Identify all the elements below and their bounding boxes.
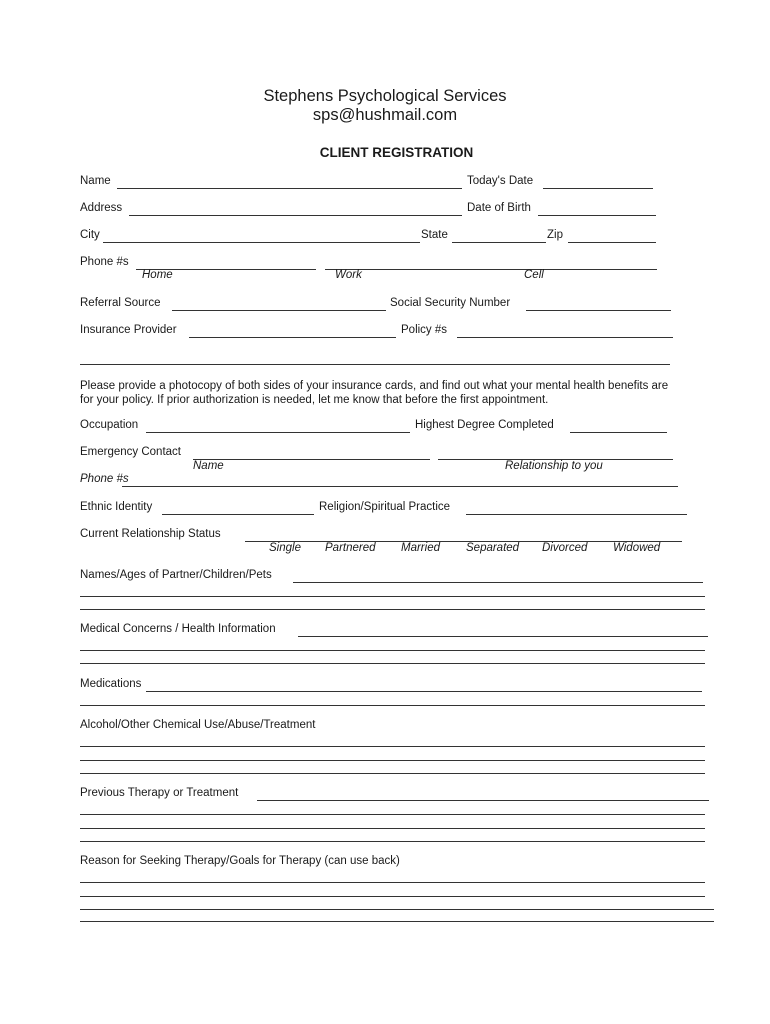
status-married[interactable]: Married — [401, 542, 440, 554]
alcohol-label: Alcohol/Other Chemical Use/Abuse/Treatment — [80, 719, 316, 731]
referral-field[interactable] — [172, 310, 386, 311]
names-ages-label: Names/Ages of Partner/Children/Pets — [80, 569, 272, 581]
state-label: State — [421, 229, 448, 241]
reason-line-3[interactable] — [80, 909, 714, 910]
referral-label: Referral Source — [80, 297, 161, 309]
home-label: Home — [142, 269, 173, 281]
status-separated[interactable]: Separated — [466, 542, 520, 554]
city-field[interactable] — [103, 242, 420, 243]
extra-line[interactable] — [80, 364, 670, 365]
names-ages-line-3[interactable] — [80, 609, 705, 610]
work-label: Work — [335, 269, 362, 281]
status-single[interactable]: Single — [269, 542, 301, 554]
insurance-label: Insurance Provider — [80, 324, 177, 336]
status-widowed[interactable]: Widowed — [613, 542, 661, 554]
ethnic-label: Ethnic Identity — [80, 501, 153, 513]
ec-phone-field[interactable] — [122, 486, 678, 487]
medical-line-2[interactable] — [80, 650, 705, 651]
previous-therapy-line-2[interactable] — [80, 814, 705, 815]
insurance-field[interactable] — [189, 337, 396, 338]
policy-field[interactable] — [457, 337, 673, 338]
religion-label: Religion/Spiritual Practice — [319, 501, 451, 513]
city-label: City — [80, 229, 100, 241]
state-field[interactable] — [452, 242, 546, 243]
reason-line-1[interactable] — [80, 882, 705, 883]
address-label: Address — [80, 202, 123, 214]
medications-field[interactable] — [146, 691, 702, 692]
reason-line-2[interactable] — [80, 896, 705, 897]
address-field[interactable] — [129, 215, 462, 216]
ec-name-field[interactable] — [193, 459, 430, 460]
medications-line-2[interactable] — [80, 705, 705, 706]
ec-phone-label: Phone #s — [80, 473, 129, 485]
policy-label: Policy #s — [401, 324, 448, 336]
dob-field[interactable] — [538, 215, 656, 216]
alcohol-line-1[interactable] — [80, 746, 705, 747]
alcohol-line-3[interactable] — [80, 773, 705, 774]
relationship-status-label: Current Relationship Status — [80, 528, 221, 540]
degree-label: Highest Degree Completed — [415, 419, 554, 431]
cell-label: Cell — [524, 269, 544, 281]
previous-therapy-line-3[interactable] — [80, 828, 705, 829]
ethnic-field[interactable] — [162, 514, 314, 515]
religion-field[interactable] — [466, 514, 687, 515]
emergency-label: Emergency Contact — [80, 446, 181, 458]
ssn-label: Social Security Number — [390, 297, 511, 309]
practice-email: sps@hushmail.com — [312, 106, 458, 124]
occupation-label: Occupation — [80, 419, 139, 431]
phone-label: Phone #s — [80, 256, 129, 268]
status-divorced[interactable]: Divorced — [542, 542, 588, 554]
name-field[interactable] — [117, 188, 462, 189]
names-ages-field[interactable] — [293, 582, 703, 583]
ec-name-caption: Name — [193, 460, 224, 472]
occupation-field[interactable] — [146, 432, 410, 433]
names-ages-line-2[interactable] — [80, 596, 705, 597]
dob-label: Date of Birth — [467, 202, 531, 214]
zip-label: Zip — [547, 229, 563, 241]
form-title: CLIENT REGISTRATION — [319, 145, 474, 160]
name-label: Name — [80, 175, 111, 187]
zip-field[interactable] — [568, 242, 656, 243]
medical-line-3[interactable] — [80, 663, 705, 664]
work-cell-phone-field[interactable] — [325, 269, 657, 270]
medical-label: Medical Concerns / Health Information — [80, 623, 276, 635]
todays-date-field[interactable] — [543, 188, 653, 189]
ec-relationship-caption: Relationship to you — [505, 460, 603, 472]
reason-label: Reason for Seeking Therapy/Goals for Therapy (can use back) — [80, 855, 400, 867]
previous-therapy-field[interactable] — [257, 800, 709, 801]
degree-field[interactable] — [570, 432, 667, 433]
medical-field[interactable] — [298, 636, 708, 637]
reason-line-4[interactable] — [80, 921, 714, 922]
medications-label: Medications — [80, 678, 142, 690]
practice-name: Stephens Psychological Services — [263, 87, 507, 105]
previous-therapy-line-4[interactable] — [80, 841, 705, 842]
previous-therapy-label: Previous Therapy or Treatment — [80, 787, 239, 799]
todays-date-label: Today's Date — [467, 175, 534, 187]
alcohol-line-2[interactable] — [80, 760, 705, 761]
status-partnered[interactable]: Partnered — [325, 542, 376, 554]
ssn-field[interactable] — [526, 310, 671, 311]
insurance-notice: Please provide a photocopy of both sides of your insurance cards, and find out what your mental health benefits are for your policy. If prior authorization is needed, let me know that before the first appointment. — [80, 380, 669, 406]
